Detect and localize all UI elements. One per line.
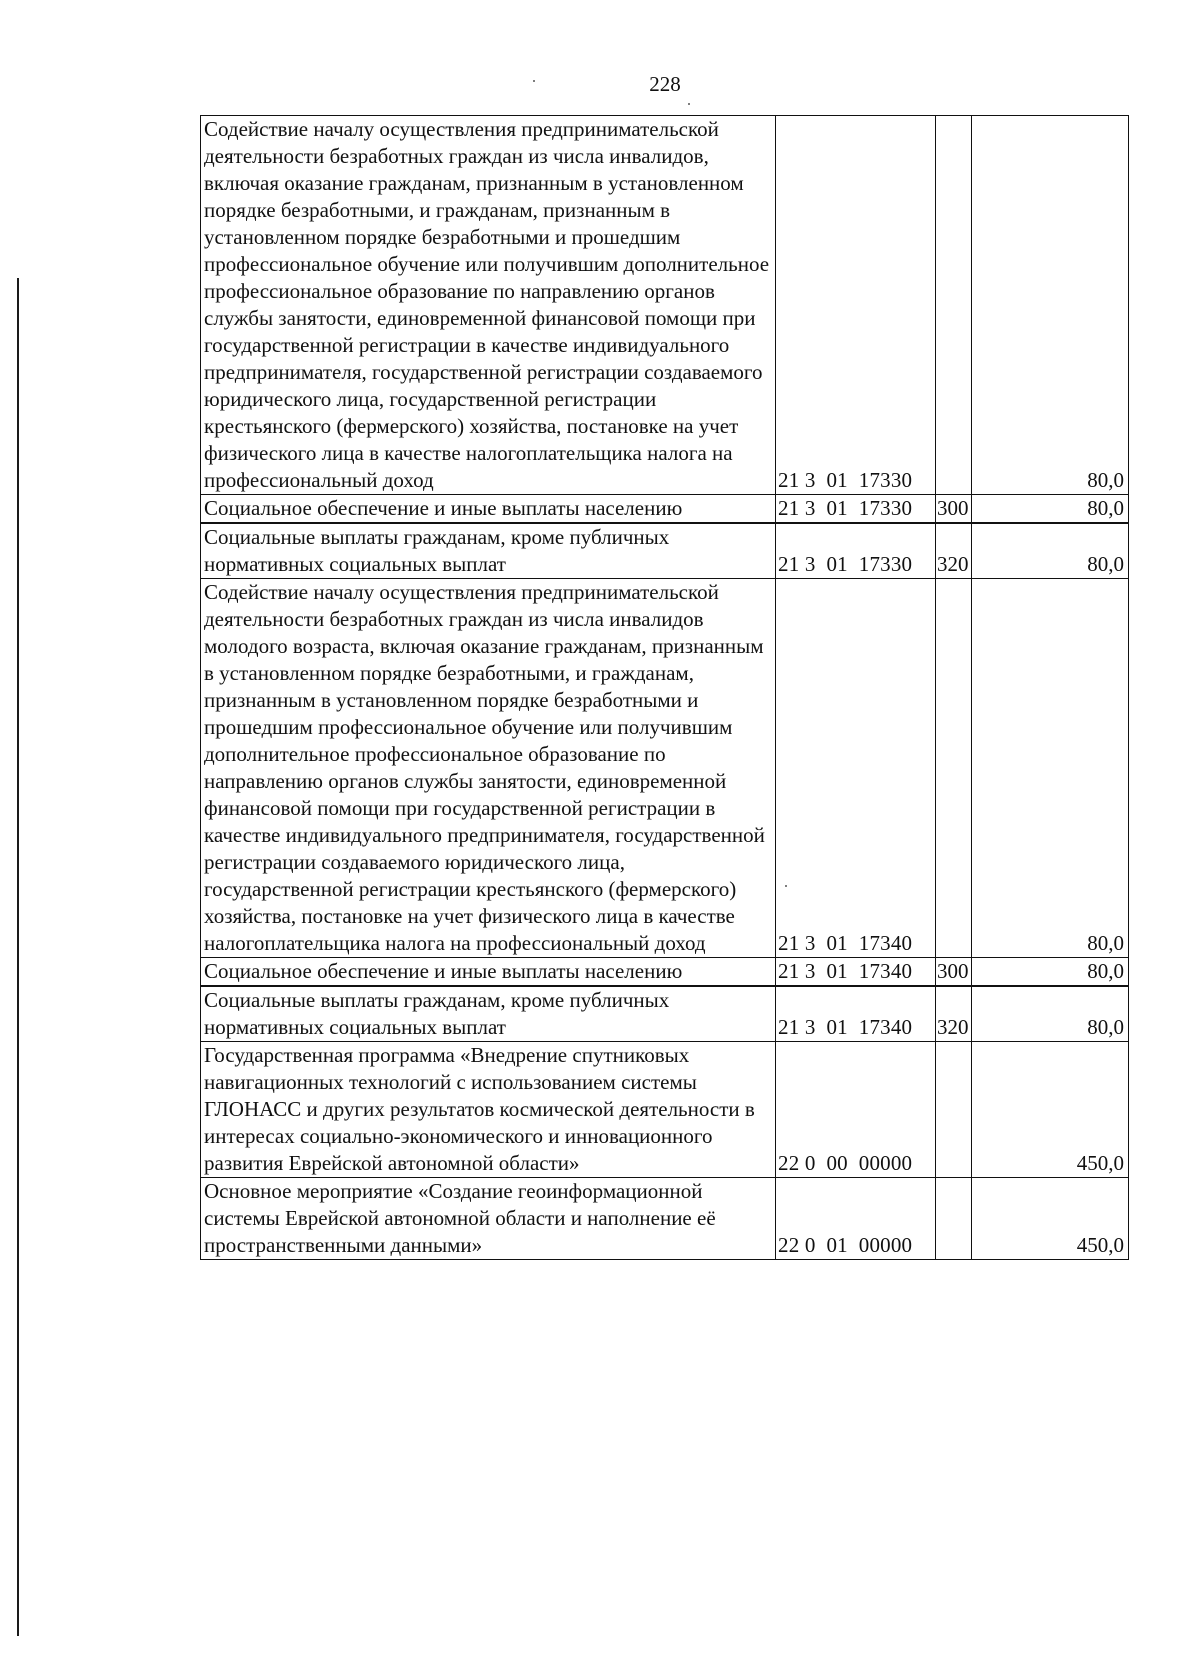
table-row <box>201 523 1129 579</box>
scan-speck <box>688 103 690 105</box>
row-name: Социальное обеспечение и иные выплаты населению <box>201 958 776 987</box>
row-expense-type <box>936 1178 972 1260</box>
row-name: Государственная программа «Внедрение спутниковых навигационных технологий с использованием системы ГЛОНАСС и других результатов космической деятельности в интересах социально-экономического и инновационного развития Еврейской автономной области» <box>201 1042 776 1178</box>
table-row <box>201 1178 1129 1260</box>
row-expense-type: 300 <box>936 958 972 987</box>
row-expense-type <box>936 579 972 958</box>
row-code: 22 0 00 00000 <box>776 1042 936 1178</box>
row-expense-type: 300 <box>936 495 972 524</box>
row-code: 22 0 01 00000 <box>776 1178 936 1260</box>
row-amount: 80,0 <box>972 116 1129 495</box>
table-row <box>201 986 1129 1042</box>
row-amount: 80,0 <box>972 986 1129 1042</box>
row-code: 21 3 01 17340 <box>776 958 936 987</box>
row-code: 21 3 01 17330 <box>776 495 936 524</box>
row-name: Содействие началу осуществления предпринимательской деятельности безработных граждан из числа инвалидов молодого возраста, включая оказание гражданам, признанным в установленном порядке безработными, и гражданам, признанным в установленном порядке безработными и прошедшим профессиональное обучение или получившим дополнительное профессиональное образование по направлению органов службы занятости, единовременной финансовой помощи при государственной регистрации в качестве индивидуального предпринимателя, государственной регистрации создаваемого юридического лица, государственной регистрации крестьянского (фермерского) хозяйства, постановке на учет физического лица в качестве налогоплательщика налога на профессиональный доход <box>201 579 776 958</box>
row-name: Основное мероприятие «Создание геоинформационной системы Еврейской автономной области и наполнение её пространственными данными» <box>201 1178 776 1260</box>
row-amount: 80,0 <box>972 958 1129 987</box>
row-code: 21 3 01 17340 <box>776 579 936 958</box>
table-row <box>201 579 1129 958</box>
row-name: Социальные выплаты гражданам, кроме публичных нормативных социальных выплат <box>201 986 776 1042</box>
row-amount: 450,0 <box>972 1042 1129 1178</box>
row-amount: 80,0 <box>972 579 1129 958</box>
row-code: 21 3 01 17330 <box>776 116 936 495</box>
row-expense-type <box>936 1042 972 1178</box>
budget-table <box>200 115 1129 1260</box>
row-name: Содействие началу осуществления предпринимательской деятельности безработных граждан из числа инвалидов, включая оказание гражданам, признанным в установленном порядке безработными, и гражданам, признанным в установленном порядке безработными и прошедшим профессиональное обучение или получившим дополнительное профессиональное образование по направлению органов службы занятости, единовременной финансовой помощи при государственной регистрации в качестве индивидуального предпринимателя, государственной регистрации создаваемого юридического лица, государственной регистрации крестьянского (фермерского) хозяйства, постановке на учет физического лица в качестве налогоплательщика налога на профессиональный доход <box>201 116 776 495</box>
table-row <box>201 958 1129 987</box>
table-row <box>201 1042 1129 1178</box>
table-row <box>201 495 1129 524</box>
row-name: Социальное обеспечение и иные выплаты населению <box>201 495 776 524</box>
row-amount: 80,0 <box>972 523 1129 579</box>
row-expense-type <box>936 116 972 495</box>
row-amount: 80,0 <box>972 495 1129 524</box>
row-code: 21 3 01 17340 <box>776 986 936 1042</box>
scan-speck <box>533 80 535 82</box>
row-code: 21 3 01 17330 <box>776 523 936 579</box>
table-row <box>201 116 1129 495</box>
row-expense-type: 320 <box>936 523 972 579</box>
row-name: Социальные выплаты гражданам, кроме публичных нормативных социальных выплат <box>201 523 776 579</box>
scan-edge-line <box>17 278 19 1636</box>
page-number: 228 <box>649 72 681 96</box>
row-expense-type: 320 <box>936 986 972 1042</box>
row-amount: 450,0 <box>972 1178 1129 1260</box>
